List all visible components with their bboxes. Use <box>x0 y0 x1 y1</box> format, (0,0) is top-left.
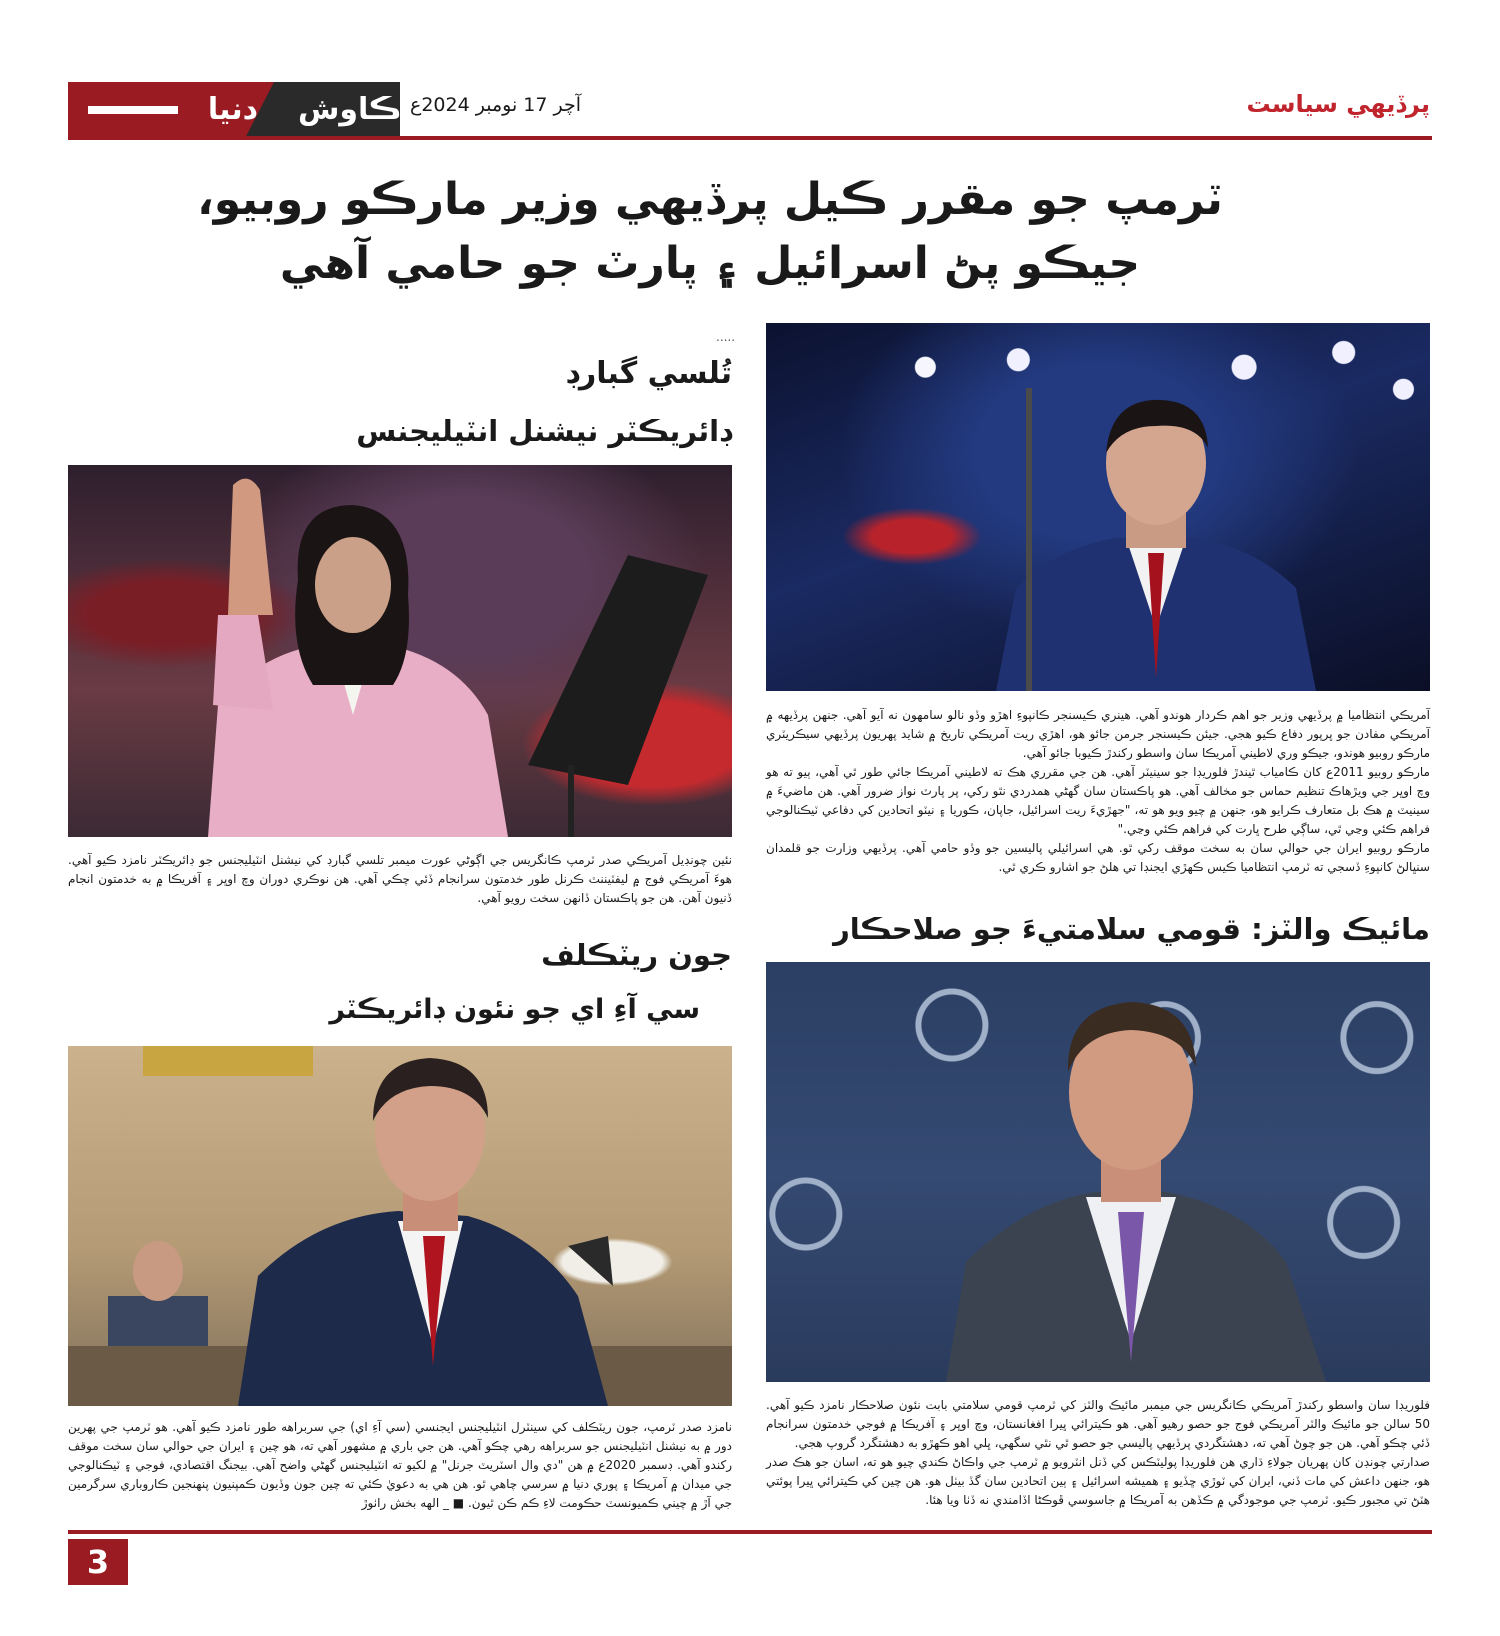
gabbard-figure <box>68 465 732 837</box>
waltz-photo <box>766 962 1430 1382</box>
waltz-paragraph: صدارتي چونڊن کان پهريان جولاءِ ڌاري هن فلوريڊا پوليٽڪس کي ڏنل انٽرويو ۾ ٽرمپ جي واڪاڻ ڪندي چيو هو ته، اسان جو هڪ صدر هو، جنهن داعش کي مات ڏني، ايران کي ٽوڙي ڇڏيو ۽ هميشه اسرائيل ۽ ٻين اتحادين سان گڏ بيٺل هو. هن چين کي ڪيترائي ڀيرا پوئتي هٽڻ تي مجبور ڪيو. ٽرمپ جي موجودگي ۾ ڪڏهن به آمريڪا ۾ جاسوسي ڦوڪڻا اڏامندي نه ڏٺا ويا هئا. <box>766 1455 1430 1507</box>
top-divider <box>68 136 1432 140</box>
masthead-logo-dunya: دنيا <box>207 92 259 127</box>
gabbard-caption: نئين چونڊيل آمريڪي صدر ٽرمپ ڪانگريس جي اڳوڻي عورت ميمبر تلسي گبارڊ کي نيشنل انٽيليجنس جو ڊائريڪٽر نامزد ڪيو آهي. هوءَ آمريڪي فوج ۾ ليفٽيننٽ ڪرنل طور خدمتون سرانجام ڏئي چڪي آهي. هن نوڪري دوران وچ اوڀر ۽ آفريڪا ۾ به خدمتون انجام ڏنيون آهن. هن جو پاڪستان ڏانهن سخت رويو آهي. <box>68 853 732 905</box>
rubio-paragraph: مارڪو روبيو ايران جي حوالي سان به سخت موقف رکي ٿو. هي اسرائيلي پاليسين جو وڏو حامي آهي. پرڏيهي وزارت جو قلمدان سنڀالڻ کانپوءِ ڏسجي ته ٽرمپ انتظاميا ڪيس ڪهڙي ايجنڊا تي هلڻ جو اشارو ڪري ٿي. <box>766 841 1430 874</box>
issue-date: آچر 17 نومبر 2024ع <box>410 94 582 116</box>
gabbard-title: ڊائريڪٽر نيشنل انٽيليجنس <box>356 414 732 448</box>
gabbard-photo <box>68 465 732 837</box>
masthead-logo-kawish: ڪاوش <box>298 92 402 127</box>
section-title: پرڏيهي سياست <box>1246 90 1430 118</box>
waltz-heading: مائيڪ والٽز: قومي سلامتيءَ جو صلاحڪار <box>833 912 1430 946</box>
waltz-figure <box>766 962 1430 1382</box>
headline-line-2: جيڪو پڻ اسرائيل ۽ پارٽ جو حامي آهي <box>279 238 1141 289</box>
rubio-paragraph: مارڪو روبيو 2011ع کان ڪامياب ٿيندڙ فلوريڊا جو سينيٽر آهي. هن جي مقرري هڪ ته لاطيني آمريڪا جائي طور ٿي آهي، ٻيو ته هو وچ اوڀر جي ويڙهاڪ تنظيم حماس جو مخالف آهي. هو پاڪستان سان گهڻي همدردي نٿو رکي، پر پارٽ نواز ضرور آهي. هن ماضيءَ ۾ سينيٽ ۾ هڪ بل متعارف ڪرايو هو، جنهن ۾ چيو ويو هو ته، "جهڙيءَ ريت اسرائيل، جاپان، ڪوريا ۽ نيٽو اتحادين کي دفاعي ٽيڪنالوجي فراهم ڪئي وڃي ٿي، ساڳي طرح ڀارت کي فراهم ڪئي وڃي." <box>766 765 1430 836</box>
ratcliffe-figure <box>68 1046 732 1406</box>
rubio-figure <box>996 388 1316 691</box>
rubio-photo <box>766 323 1430 691</box>
waltz-paragraph: فلوريڊا سان واسطو رکندڙ آمريڪي ڪانگريس جي ميمبر مائيڪ والٽز کي ٽرمپ قومي سلامتي بابت نئون صلاحڪار نامزد ڪيو آهي. 50 سالن جو مائيڪ والٽر آمريڪي فوج جو حصو رهيو آهي. هو ڪيترائي ڀيرا افغانستان، وچ اوڀر ۽ آفريڪا ۾ فوجي خدمتون سرانجام ڏئي چڪو آهي. هن جو چوڻ آهي ته، دهشتگردي پرڏيهي پاليسي جو حصو ٿي نٿي سگهي، ڀلي اهو ڪهڙو به دهشتگرد گروپ هجي. <box>766 1398 1430 1450</box>
masthead-logo <box>68 82 400 138</box>
bottom-divider <box>68 1530 1432 1534</box>
page-number: 3 <box>68 1539 128 1585</box>
ratcliffe-article: نامزد صدر ٽرمپ، جون ريٽڪلف کي سينٽرل انٽيليجنس ايجنسي (سي آءِ اي) جي سربراهه طور نامزد ڪيو آهي. هو ٽرمپ جي پهرين دور ۾ به نيشنل انٽيليجنس جو سربراهه رهي چڪو آهي. هن جي باري ۾ مشهور آهي ته، هو چين ۽ ايران جي حوالي سان سخت موقف رکندو آهي. ڊسمبر 2020ع ۾ هن "دي وال اسٽريٽ جرنل" ۾ لکيو ته انٽيليجنس گهڻي واضح آهي. بيجنگ اقتصادي، فوجي ۽ ٽيڪنالوجي جي ميدان ۾ آمريڪا ۽ پوري دنيا ۾ سرسي چاهي ٿو. هن هي به دعويٰ ڪئي ته چين جون وڏيون ڪمپنيون پنهنجين ڪاروباري سرگرمين جي آڙ ۾ چيني ڪميونسٽ حڪومت لاءِ ڪم ڪن ٿيون. ■ _ الهه بخش راٺوڙ <box>68 1420 732 1510</box>
rubio-paragraph: آمريڪي انتظاميا ۾ پرڏيهي وزير جو اهم ڪردار هوندو آهي. هينري ڪيسنجر ڪانپوءِ اهڙو وڏو نالو سامهون نه آيو آهي. جنهن پرڏيهه ۾ آمريڪي مفادن جو ڀرپور دفاع ڪيو هجي. جيئن ڪيسنجر جرمن جائو هو، اهڙي ريت آمريڪي تاريخ ۾ شايد پهريون پرڏيهي سيڪريٽري مارڪو روبيو هوندو، جيڪو وري لاطيني آمريڪا سان واسطو رکندڙ ڪيوبا جائو آهي. <box>766 708 1430 760</box>
gabbard-name: تُلسي گبارڊ <box>565 356 732 391</box>
ratcliffe-photo <box>68 1046 732 1406</box>
waltz-article <box>766 1396 1430 1510</box>
masthead-logo-stroke <box>88 106 178 114</box>
ellipsis-mark: ..... <box>716 330 736 344</box>
ratcliffe-name: جون ريٽڪلف <box>541 938 732 972</box>
headline-line-1: ٽرمپ جو مقرر ڪيل پرڏيهي وزير مارڪو روبيو، <box>197 174 1223 225</box>
headline <box>120 168 1300 296</box>
ratcliffe-title: سي آءِ اي جو نئون ڊائريڪٽر <box>329 994 700 1025</box>
rubio-article <box>766 706 1430 877</box>
